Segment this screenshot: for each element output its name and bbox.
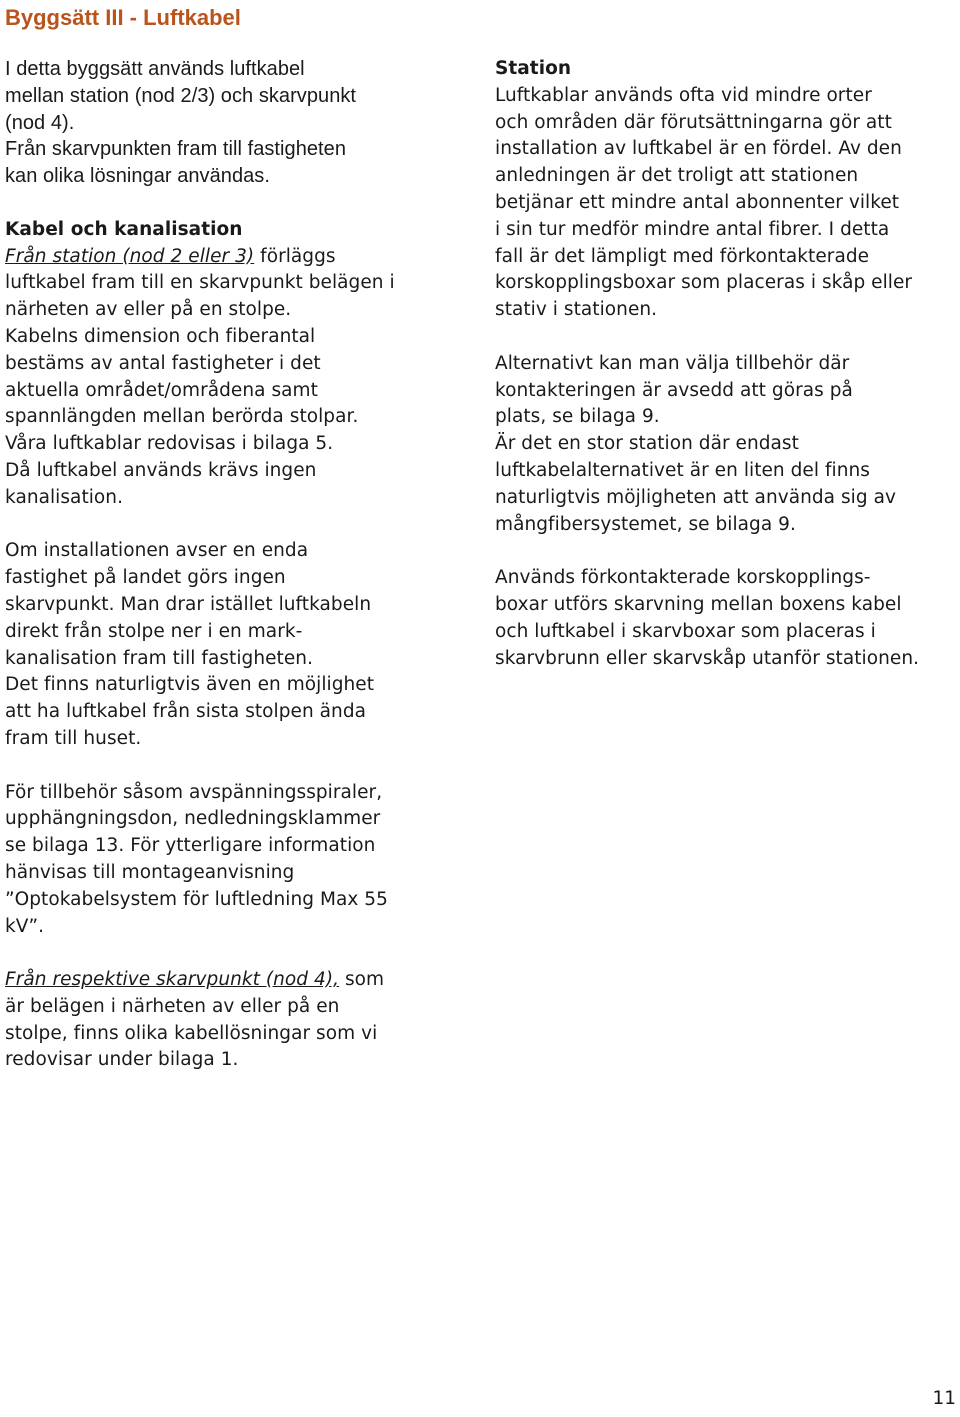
station-heading: Station xyxy=(495,58,572,79)
right-column xyxy=(495,56,960,672)
station-section xyxy=(495,56,960,324)
kabel-paragraph: förläggs luftkabel fram till en skarvpunkt belägen i närheten av eller på en stolpe. Kabelns dimension och fiberantal bestäms av antal fastigheter i det aktuella området/områdena samt spannlängden mellan berörda stolpar. Våra luftkablar redovisas i bilaga 5. Då luftkabel används krävs ingen kanalisation. xyxy=(5,245,395,508)
installation-paragraph: Om installationen avser en enda fastighet på landet görs ingen skarvpunkt. Man drar istället luftkabeln direkt från stolpe ner i en mark- kanalisation fram till fastigheten. Det finns naturligtvis även en möjlighet att ha luftkabel från sista stolpen ända fram till huset. xyxy=(5,540,375,749)
page-title: Byggsätt III - Luftkabel xyxy=(5,5,241,30)
kabel-section xyxy=(5,217,455,512)
skarvpunkt-paragraph xyxy=(5,967,455,1074)
kabel-heading: Kabel och kanalisation xyxy=(5,218,243,240)
skarvpunkt-link: Från respektive skarvpunkt (nod 4), xyxy=(5,969,340,991)
alternativt-paragraph: Alternativt kan man välja tillbehör där kontakteringen är avsedd att göras på plats, se bilaga 9. Är det en stor station där endast luftkabelalternativet är en liten del finns naturligtvis möjligheten att använda sig av mångfibersystemet, se bilaga 9. xyxy=(495,352,896,535)
skarvpunkt-text: som är belägen i närheten av eller på en stolpe, finns olika kabellösningar som vi redovisar under bilaga 1. xyxy=(5,969,385,1071)
forkontakterade-paragraph: Används förkontakterade korskopplings- boxar utförs skarvning mellan boxens kabel och luftkabel i skarvboxar som placeras i skarvbrunn eller skarvskåp utanför stationen. xyxy=(495,567,920,669)
station-node-link: Från station (nod 2 eller 3) xyxy=(5,245,255,267)
page-number: 11 xyxy=(932,1388,956,1409)
station-paragraph: Luftkablar används ofta vid mindre orter och områden där förutsättningarna gör att installation av luftkabel är en fördel. Av den anledningen är det troligt att stationen betjänar ett mindre antal abonnenter vilket i sin tur medför mindre antal fibrer. I detta fall är det lämpligt med förkontakterade korskopplingsboxar som placeras i skåp eller stativ i stationen. xyxy=(495,84,913,321)
tillbehor-paragraph: För tillbehör såsom avspänningsspiraler, upphängningsdon, nedledningsklammer se bilaga 13. För ytterligare information hänvisas till montageanvisning ”Optokabelsystem för luftledning Max 55 kV”. xyxy=(5,781,388,937)
intro-paragraph: I detta byggsätt används luftkabel mellan station (nod 2/3) och skarvpunkt (nod 4). Från skarvpunkten fram till fastigheten kan olika lösningar användas. xyxy=(5,58,357,188)
left-column xyxy=(5,56,455,1074)
